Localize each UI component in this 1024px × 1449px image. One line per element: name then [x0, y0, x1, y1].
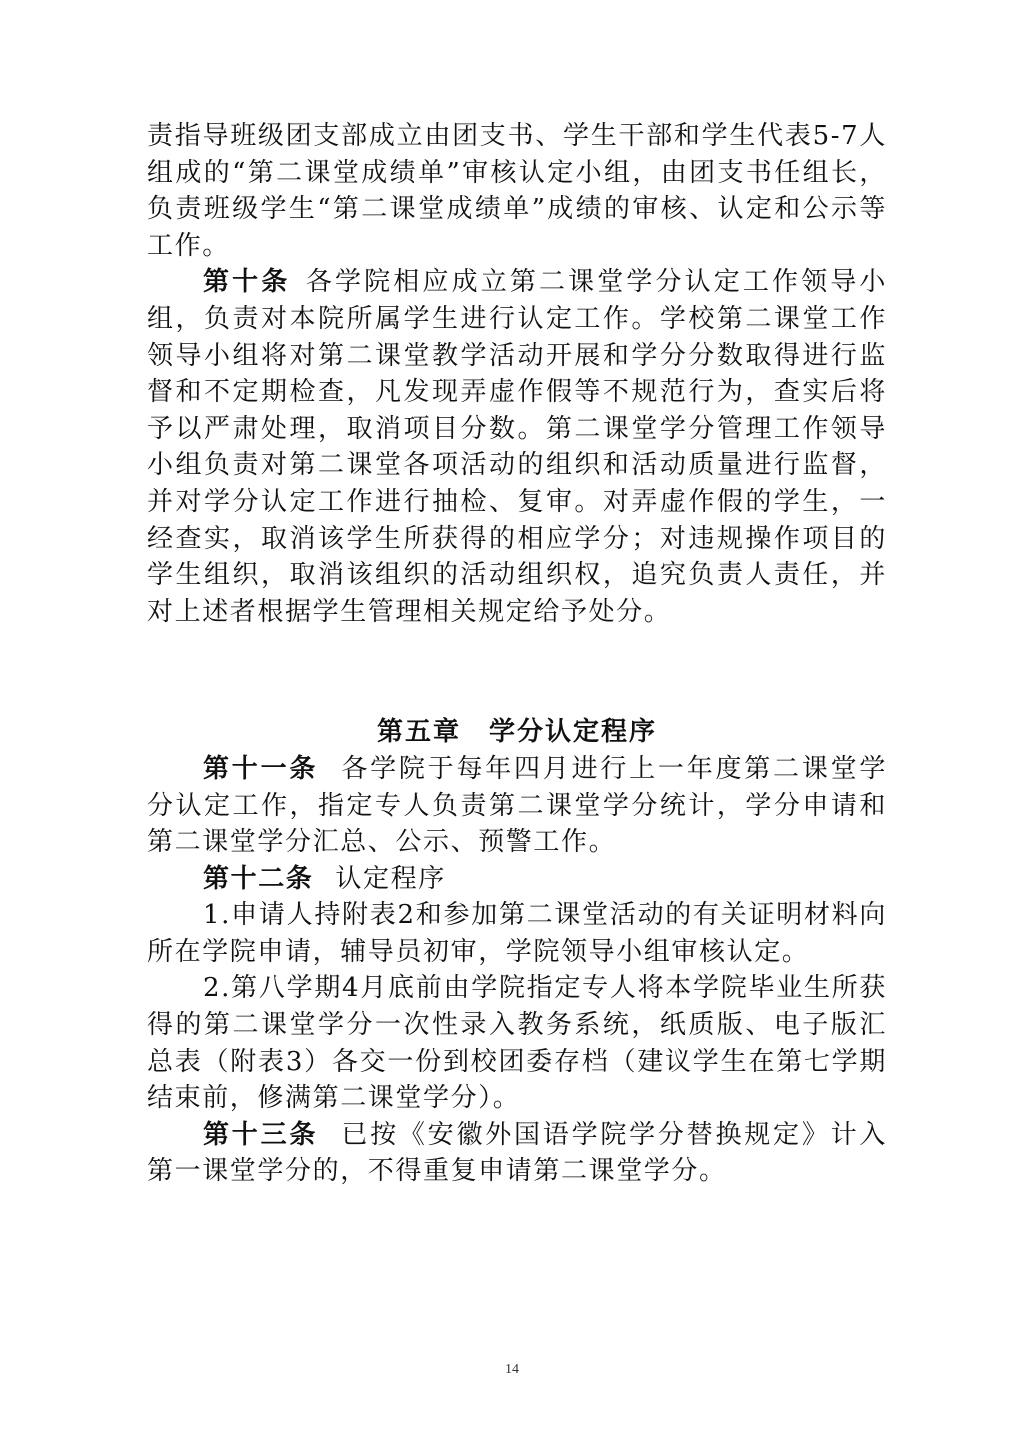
chapter-heading [147, 714, 887, 751]
article-13-text: 已按《安徽外国语学院学分替换规定》计入第一课堂学分的，不得重复申请第二课堂学分。 [147, 1119, 888, 1187]
chapter-title: 学分认定程序 [489, 717, 658, 748]
article-12-text: 认定程序 [335, 863, 446, 894]
article-11-heading: 第十一条 [203, 753, 319, 784]
article-10-heading: 第十条 [203, 267, 291, 298]
article-13-heading: 第十三条 [203, 1119, 319, 1150]
article-12 [147, 861, 887, 898]
page-number: 14 [505, 1362, 519, 1377]
article-13 [147, 1117, 887, 1190]
article-12-item-1: 1.申请人持附表2和参加第二课堂活动的有关证明材料向所在学院申请，辅导员初审，学院领导小组审核认定。 [147, 900, 887, 967]
article-10 [147, 264, 887, 630]
article-10-text: 各学院相应成立第二课堂学分认定工作领导小组，负责对本院所属学生进行认定工作。学校第二课堂工作领导小组将对第二课堂教学活动开展和学分分数取得进行监督和不定期检查，凡发现弄虚作假等不规范行为，查实后将予以严肃处理，取消项目分数。第二课堂学分管理工作领导小组负责对第二课堂各项活动的组织和活动质量进行监督，并对学分认定工作进行抽检、复审。对弄虚作假的学生，一经查实，取消该学生所获得的相应学分；对违规操作项目的学生组织，取消该组织的活动组织权，追究负责人责任，并对上述者根据学生管理相关规定给予处分。 [147, 267, 887, 627]
article-11-text: 各学院于每年四月进行上一年度第二课堂学分认定工作，指定专人负责第二课堂学分统计，学分申请和第二课堂学分汇总、公示、预警工作。 [147, 753, 888, 858]
chapter-number: 第五章 [376, 717, 461, 748]
document-body [147, 118, 887, 1190]
paragraph-continued: 责指导班级团支部成立由团支书、学生干部和学生代表5-7人组成的“第二课堂成绩单”审核认定小组，由团支书任组长，负责班级学生“第二课堂成绩单”成绩的审核、认定和公示等工作。 [147, 121, 887, 261]
article-11 [147, 751, 887, 861]
article-12-heading: 第十二条 [203, 863, 314, 894]
article-12-item-2: 2.第八学期4月底前由学院指定专人将本学院毕业生所获得的第二课堂学分一次性录入教务系统，纸质版、电子版汇总表（附表3）各交一份到校团委存档（建议学生在第七学期结束前，修满第二课堂学分）。 [147, 973, 887, 1114]
